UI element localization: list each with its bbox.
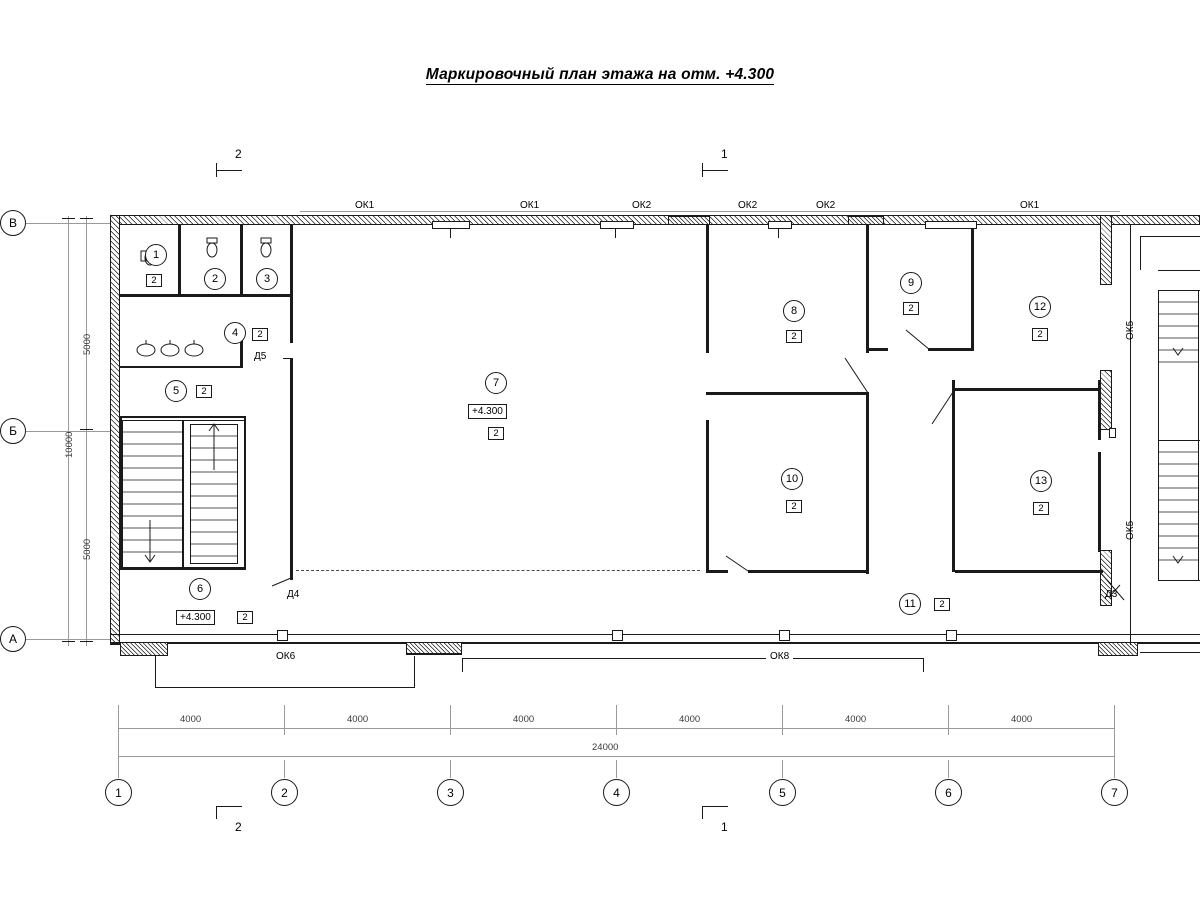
room-tag-2[interactable] <box>204 268 226 290</box>
room-area-9 <box>903 302 919 315</box>
window-ok1-c-fixture <box>925 221 977 229</box>
door-hardware-room13 <box>1109 428 1116 438</box>
window-label-ok2-b: ОК2 <box>738 200 758 211</box>
right-block-edge <box>1130 225 1131 645</box>
room-area-1-value: 2 <box>151 274 157 286</box>
dim-ext-line-3 <box>450 705 451 735</box>
room-tag-5-number: 5 <box>172 385 180 397</box>
room-tag-12[interactable] <box>1029 296 1051 318</box>
dim-label-v-5000-top: 5000 <box>82 333 93 355</box>
window-ok2-b-fixture <box>768 221 792 229</box>
room-area-7 <box>488 427 504 440</box>
room-tag-5[interactable] <box>165 380 187 402</box>
axis-stem-h-1 <box>118 760 119 778</box>
section-mark-1-bottom-label: 1 <box>721 820 728 834</box>
right-annex-line-bottom2 <box>1140 652 1200 653</box>
axis-bubble-h-1-label: 1 <box>115 785 122 800</box>
partition-room10-left <box>706 420 709 572</box>
room-tag-8-number: 8 <box>790 305 798 317</box>
axis-bubble-h-3[interactable] <box>437 779 464 806</box>
door-label-d5: Д5 <box>254 351 267 362</box>
room-area-1 <box>146 274 162 287</box>
section-mark-1-top-label: 1 <box>721 147 728 161</box>
partition-room13-right-upper <box>1098 380 1101 440</box>
window-ok1-a-mullion <box>450 229 451 238</box>
corner-pier-bottom-left <box>120 642 168 656</box>
axis-bubble-v-1-label: В <box>8 216 17 230</box>
room-area-10 <box>786 500 802 513</box>
dim-label-h-3: 4000 <box>513 714 535 725</box>
window-label-ok5-b: ОК5 <box>1125 520 1136 540</box>
dim-ext-line-1 <box>118 705 119 760</box>
room-tag-13[interactable] <box>1030 470 1052 492</box>
window-label-ok2-a: ОК2 <box>632 200 652 211</box>
axis-stem-h-6 <box>948 760 949 778</box>
section-mark-2-bottom-tick <box>216 806 217 819</box>
partition-room8-left <box>706 225 709 353</box>
section-mark-2-top-tick <box>216 163 217 177</box>
facade-post-4 <box>946 630 957 641</box>
partition-washroom-bottom <box>120 366 242 368</box>
dim-label-h-total: 24000 <box>592 742 619 753</box>
section-mark-1-top-tick <box>702 163 703 177</box>
room-tag-3[interactable] <box>256 268 278 290</box>
room-tag-1[interactable] <box>145 244 167 266</box>
axis-bubble-h-2-label: 2 <box>281 785 288 800</box>
dim-label-h-5: 4000 <box>845 714 867 725</box>
room-area-4 <box>252 328 268 341</box>
window-label-ok1-b: ОК1 <box>520 200 540 211</box>
room-tag-11[interactable] <box>899 593 921 615</box>
dim-label-h-6: 4000 <box>1011 714 1033 725</box>
dim-tick-v-total-top <box>62 218 75 219</box>
facade-post-2 <box>612 630 623 641</box>
room-area-8 <box>786 330 802 343</box>
dim-ext-line-7 <box>1114 705 1115 760</box>
axis-bubble-h-6[interactable] <box>935 779 962 806</box>
room-tag-1-number: 1 <box>152 249 160 261</box>
window-ok8-line-top <box>462 658 924 659</box>
dim-tick-v-total-bottom <box>62 641 75 642</box>
partition-wc-1 <box>178 225 181 297</box>
partition-corridor-upper <box>290 225 293 343</box>
partition-room10-bottom-right <box>748 570 868 573</box>
right-stair-edge-top <box>1158 290 1200 291</box>
room-area-11 <box>934 598 950 611</box>
room-area-5-value: 2 <box>201 385 207 397</box>
room-area-11-value: 2 <box>939 598 945 610</box>
dim-ext-line-6 <box>948 705 949 735</box>
partition-wc-2 <box>240 225 243 297</box>
section-mark-2-bottom-line <box>216 806 242 807</box>
exterior-wall-top <box>110 215 1200 225</box>
dim-tick-v-bottom <box>80 641 93 642</box>
window-label-ok5-a: ОК5 <box>1125 320 1136 340</box>
facade-post-3 <box>779 630 790 641</box>
exterior-wall-left <box>110 215 120 645</box>
right-annex-line-left <box>1140 236 1141 270</box>
right-annex-line-mid <box>1158 270 1200 271</box>
stair-left-wall <box>120 416 122 570</box>
partition-wc-bottom-2 <box>181 294 241 297</box>
room-tag-7[interactable] <box>485 372 507 394</box>
axis-stem-h-7 <box>1114 760 1115 778</box>
dim-chain-vertical-inner <box>86 216 87 646</box>
room-tag-8[interactable] <box>783 300 805 322</box>
room-tag-2-number: 2 <box>211 273 219 285</box>
section-mark-1-bottom-line <box>702 806 728 807</box>
door-jamb-d5 <box>283 358 293 359</box>
partition-room9-right <box>971 225 974 351</box>
entrance-porch-left <box>155 656 156 688</box>
window-ok2-a-pier <box>668 216 710 225</box>
room-tag-9-number: 9 <box>907 277 915 289</box>
room-area-13 <box>1033 502 1049 515</box>
partition-room9-sill-right <box>928 348 974 351</box>
axis-stem-h-3 <box>450 760 451 778</box>
partition-room13-top <box>955 388 1100 391</box>
axis-bubble-h-2[interactable] <box>271 779 298 806</box>
partition-corridor-lower <box>290 358 293 580</box>
axis-bubble-h-1[interactable] <box>105 779 132 806</box>
window-ok1-a-fixture <box>432 221 470 229</box>
right-stair-edge-bottom <box>1158 580 1200 581</box>
right-stair-edge-right <box>1198 290 1199 580</box>
room-tag-10[interactable] <box>781 468 803 490</box>
center-dashed-line <box>296 570 700 571</box>
axis-stem-h-2 <box>284 760 285 778</box>
partition-room13-bottom <box>955 570 1103 573</box>
drawing-title <box>0 66 1200 84</box>
room-area-13-value: 2 <box>1038 502 1044 514</box>
dim-tick-v-mid <box>80 429 93 430</box>
right-stair-landing <box>1158 440 1200 441</box>
exterior-wall-bottom-inner <box>110 634 1200 635</box>
dim-ext-line-5 <box>782 705 783 735</box>
axis-stem-h-4 <box>616 760 617 778</box>
room-tag-4[interactable] <box>224 322 246 344</box>
room-tag-10-number: 10 <box>785 473 799 485</box>
room-elevation-6-value: +4.300 <box>180 612 211 623</box>
room-area-7-value: 2 <box>493 427 499 439</box>
room-tag-13-number: 13 <box>1034 475 1048 487</box>
stair-railing <box>190 424 238 564</box>
dim-label-v-total: 10000 <box>64 431 75 458</box>
room-tag-12-number: 12 <box>1033 301 1047 313</box>
window-label-ok8: ОК8 <box>766 652 793 662</box>
partition-room13-left <box>952 380 955 572</box>
glazing-line-top <box>300 211 1120 212</box>
room-tag-6[interactable] <box>189 578 211 600</box>
right-annex-line-bottom <box>1140 642 1200 643</box>
partition-room10-bottom-left <box>706 570 728 573</box>
room-area-5 <box>196 385 212 398</box>
stair-bottom-wall <box>122 568 246 570</box>
room-tag-4-number: 4 <box>231 327 239 339</box>
axis-bubble-h-4-label: 4 <box>613 785 620 800</box>
axis-bubble-v-3[interactable] <box>0 626 26 652</box>
door-label-d3: Д3 <box>1105 589 1118 600</box>
room-tag-11-number: 11 <box>904 598 916 610</box>
room-tag-7-number: 7 <box>492 377 500 389</box>
window-label-ok2-c: ОК2 <box>816 200 836 211</box>
dim-label-h-1: 4000 <box>180 714 202 725</box>
section-mark-1-bottom-tick <box>702 806 703 819</box>
room-area-8-value: 2 <box>791 330 797 342</box>
axis-bubble-h-4[interactable] <box>603 779 630 806</box>
window-label-ok1-c: ОК1 <box>1020 200 1040 211</box>
axis-bubble-v-1[interactable] <box>0 210 26 236</box>
room-area-12 <box>1032 328 1048 341</box>
door-label-d4: Д4 <box>287 589 300 600</box>
room-area-6 <box>237 611 253 624</box>
axis-bubble-h-6-label: 6 <box>945 785 952 800</box>
room-tag-9[interactable] <box>900 272 922 294</box>
axis-bubble-h-5-label: 5 <box>779 785 786 800</box>
window-label-ok1-a: ОК1 <box>355 200 375 211</box>
entrance-porch-right <box>414 656 415 688</box>
stair-flight-left <box>122 420 184 568</box>
section-mark-2-top-line <box>216 170 242 171</box>
window-ok1-b-fixture <box>600 221 634 229</box>
dim-tick-v-top <box>80 218 93 219</box>
right-pier-top <box>1100 215 1112 285</box>
partition-room13-right-lower <box>1098 452 1101 552</box>
dim-chain-horizontal-total <box>118 756 1114 757</box>
axis-bubble-h-3-label: 3 <box>447 785 454 800</box>
dim-label-h-2: 4000 <box>347 714 369 725</box>
section-mark-2-bottom-label: 2 <box>235 820 242 834</box>
entrance-porch-bottom <box>155 687 415 688</box>
window-ok8-line-left <box>462 658 463 672</box>
dim-ext-line-4 <box>616 705 617 735</box>
facade-pier-1 <box>406 642 462 654</box>
partition-room9-sill-left <box>866 348 888 351</box>
section-mark-1-top-line <box>702 170 728 171</box>
section-mark-2-top-label: 2 <box>235 147 242 161</box>
partition-room10-top <box>706 392 868 395</box>
room-area-12-value: 2 <box>1037 328 1043 340</box>
stair-top-wall <box>122 416 246 418</box>
drawing-title-text: Маркировочный план этажа на отм. +4.300 <box>425 66 775 83</box>
window-ok8-line-right <box>923 658 924 672</box>
room-area-10-value: 2 <box>791 500 797 512</box>
exterior-wall-bottom <box>110 642 1200 644</box>
right-pier-mid <box>1100 370 1112 430</box>
room-elevation-6 <box>176 610 215 625</box>
dim-label-v-5000-bottom: 5000 <box>82 538 93 560</box>
room-tag-3-number: 3 <box>263 273 271 285</box>
dim-ext-line-2 <box>284 705 285 735</box>
room-area-6-value: 2 <box>242 611 248 623</box>
axis-stem-h-5 <box>782 760 783 778</box>
window-ok2-b-mullion <box>778 229 779 238</box>
dim-label-h-4: 4000 <box>679 714 701 725</box>
partition-wc-bottom-3 <box>243 294 293 297</box>
axis-bubble-h-7-label: 7 <box>1111 785 1118 800</box>
axis-bubble-v-2-label: Б <box>9 424 17 438</box>
room-elevation-7 <box>468 404 507 419</box>
room-elevation-7-value: +4.300 <box>472 406 503 417</box>
window-ok1-b-mullion <box>615 229 616 238</box>
facade-post-1 <box>277 630 288 641</box>
axis-bubble-h-5[interactable] <box>769 779 796 806</box>
room-area-4-value: 2 <box>257 328 263 340</box>
axis-bubble-v-2[interactable] <box>0 418 26 444</box>
right-annex-line-top <box>1140 236 1200 237</box>
partition-room10-right <box>866 392 869 574</box>
room-tag-6-number: 6 <box>196 583 204 595</box>
window-label-ok6: ОК6 <box>276 651 296 662</box>
partition-room8-right <box>866 225 869 353</box>
corner-pier-bottom-right <box>1098 642 1138 656</box>
axis-bubble-v-3-label: А <box>8 632 17 646</box>
window-ok2-c-pier <box>848 216 884 225</box>
axis-bubble-h-7[interactable] <box>1101 779 1128 806</box>
partition-wc-bottom-1 <box>120 294 180 297</box>
stair-right-wall <box>244 416 246 570</box>
entrance-porch-edge <box>406 654 462 655</box>
room-area-9-value: 2 <box>908 302 914 314</box>
right-stair-edge-left <box>1158 290 1159 580</box>
